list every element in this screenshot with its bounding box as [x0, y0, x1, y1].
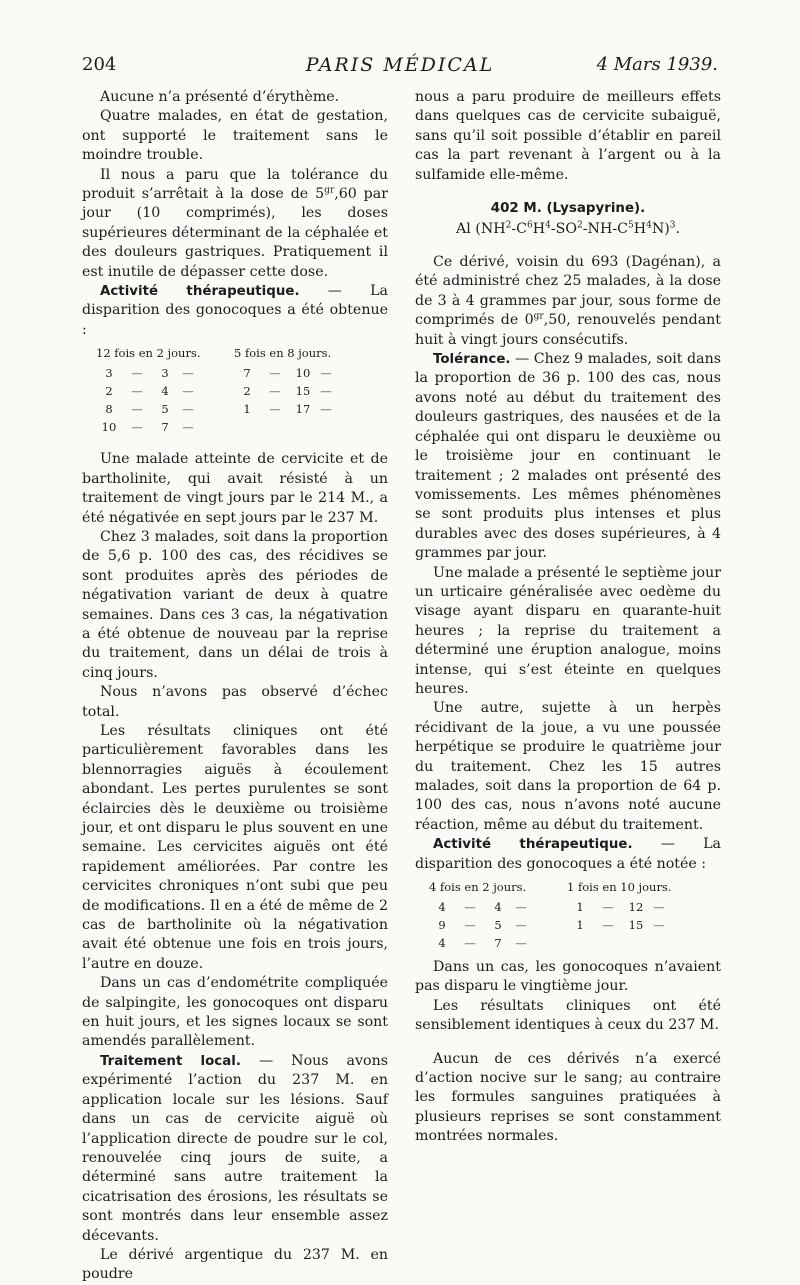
right-column — [415, 88, 721, 1147]
paragraph: Traitement local. — Nous avons expérimenté l’action du 237 M. en application locale sur les lésions. Sauf dans un cas de cervicite aiguë où l’application directe de poudre sur le col, renouvelée cinq jours de suite, a déterminé sans autre traitement la cicatrisation des érosions, les résultats se sont montrés dans leur ensemble assez décevants. — [82, 1052, 388, 1244]
paragraph: Nous n’avons pas observé d’échec total. — [82, 684, 388, 720]
table-header: 1 fois en 10 jours. — [567, 880, 672, 895]
results-table-column — [234, 344, 344, 436]
paragraph: Les résultats cliniques ont été sensiblement identiques à ceux du 237 M. — [415, 997, 721, 1034]
table-row: 8 — 5 — — [105, 402, 194, 417]
table-row: 4 — 7 — — [438, 936, 527, 951]
paragraph: Activité thérapeutique. — La disparition des gonocoques a été obtenue : — [82, 283, 388, 338]
table-header: 12 fois en 2 jours. — [96, 346, 201, 361]
paragraph: Une autre, sujette à un herpès récidivant de la joue, a vu une poussée herpétique se produire le quatrième jour du traitement. Chez les 15 autres malades, soit dans la proportion de 64 p. 100 des cas, nous n’avons noté aucune réaction, même au début du traitement. — [415, 700, 721, 833]
paragraph: Ce dérivé, voisin du 693 (Dagénan), a été administré chez 25 malades, à la dose de 3 à 4 grammes par jour, sous forme de comprimés de $0^{gr},50$, renouvelés pendant huit à vingt jours consécutifs. — [415, 254, 721, 348]
section-heading: Activité thérapeutique. — [433, 837, 633, 853]
paragraph: Tolérance. — Chez 9 malades, soit dans la proportion de 36 p. 100 des cas, nous avons noté au début du traitement des douleurs gastriques, des nausées et de la céphalée qui ont disparu le deuxième ou le troisième jour en continuant le traitement ; 2 malades ont présenté des vomissements. Les mêmes phénomènes se sont produits plus intenses et plus durables avec des doses supérieures, à 4 grammes par jour. — [415, 351, 721, 562]
table-row: 3 — 3 — — [105, 366, 194, 381]
table-row: 9 — 5 — — [438, 918, 527, 933]
chemical-formula: Al $(NH^2-C^6H^4-SO^2-NH-C^5H^4N)^3$. — [455, 220, 681, 238]
section-heading: Activité thérapeutique. — [100, 284, 300, 300]
table-row: 7 — 10 — — [243, 366, 332, 381]
table-row: 1 — 12 — — [576, 900, 665, 915]
table-row: 4 — 4 — — [438, 900, 527, 915]
paragraph: Dans un cas, les gonocoques n’avaient pas disparu le vingtième jour. — [415, 959, 721, 995]
page-number: 204 — [82, 54, 117, 75]
table-row: 10 — 7 — — [101, 420, 194, 435]
table-row: 2 — 4 — — [105, 384, 194, 399]
section-heading: Tolérance. — [433, 352, 511, 368]
results-table-column — [96, 344, 206, 436]
paragraph: Les résultats cliniques ont été particulièrement favorables dans les blennorragies aiguës à écoulement abondant. Les pertes purulentes se sont éclaircies dès le deuxième ou troisième jour, et ont disparu le plus souvent en une semaine. Les cervicites aiguës ont été rapidement améliorées. Par contre les cervicites chroniques n’ont subi que peu de modifications. Il en a été de même de 2 cas de bartholinite où la négativation avait été obtenue une fois en trois jours, l’autre en douze. — [82, 722, 388, 972]
table-row: 2 — 15 — — [243, 384, 332, 399]
table-header: 4 fois en 2 jours. — [429, 880, 527, 895]
journal-title: PARIS MÉDICAL — [305, 54, 495, 76]
table-header: 5 fois en 8 jours. — [234, 346, 332, 361]
paragraph: Quatre malades, en état de gestation, ont supporté le traitement sans le moindre trouble. — [82, 108, 388, 164]
results-table-column — [429, 878, 539, 952]
results-table — [96, 344, 388, 436]
table-row: 1 — 15 — — [576, 918, 665, 933]
table-row: 1 — 17 — — [243, 402, 332, 417]
paragraph: Une malade atteinte de cervicite et de bartholinite, qui avait résisté à un traitement de vingt jours par le 214 M., a été négativée en sept jours par le 237 M. — [82, 451, 388, 526]
section-heading: Traitement local. — [100, 1053, 241, 1069]
paragraph: Activité thérapeutique. — La disparition des gonocoques a été notée : — [415, 836, 721, 872]
paragraph: Il nous a paru que la tolérance du produit s’arrêtait à la dose de $5^{gr},60$ par jour (10 comprimés), les doses supérieures déterminant de la céphalée et des douleurs gastriques. Pratiquement il est inutile de dépasser cette dose. — [82, 166, 388, 280]
results-table — [429, 878, 721, 952]
paragraph: Le dérivé argentique du 237 M. en poudre — [82, 1246, 388, 1283]
paragraph: Aucun de ces dérivés n’a exercé d’action nocive sur le sang; au contraire les formules sanguines pratiquées à plusieurs reprises se sont constamment montrées normales. — [415, 1050, 721, 1145]
paragraph: nous a paru produire de meilleurs effets dans quelques cas de cervicite subaiguë, sans qu’il soit possible d’établir en pareil cas la part revenant à l’argent ou à la sulfamide elle-même. — [415, 89, 721, 183]
running-header — [82, 54, 718, 84]
paragraph: Une malade a présenté le septième jour un urticaire généralisée avec oedème du visage ayant disparu en quarante-huit heures ; la reprise du traitement a déterminé une éruption analogue, moins intense, qui s’est éteinte en quelques heures. — [415, 564, 721, 697]
paragraph: Chez 3 malades, soit dans la proportion de 5,6 p. 100 des cas, des récidives se sont produites après des périodes de négativation variant de deux à quatre semaines. Dans ces 3 cas, la négativation a été obtenue de nouveau par la reprise du traitement, dans un délai de trois à cinq jours. — [82, 528, 388, 681]
paragraph: Dans un cas d’endométrite compliquée de salpingite, les gonocoques ont disparu en huit jours, et les signes locaux se sont amendés parallèlement. — [82, 975, 388, 1050]
issue-date: 4 Mars 1939. — [596, 54, 718, 75]
results-table-column — [567, 878, 677, 952]
drug-heading: 402 M. (Lysapyrine). — [490, 201, 646, 217]
left-column — [82, 88, 388, 1285]
paragraph: Aucune n’a présenté d’érythème. — [100, 89, 340, 105]
